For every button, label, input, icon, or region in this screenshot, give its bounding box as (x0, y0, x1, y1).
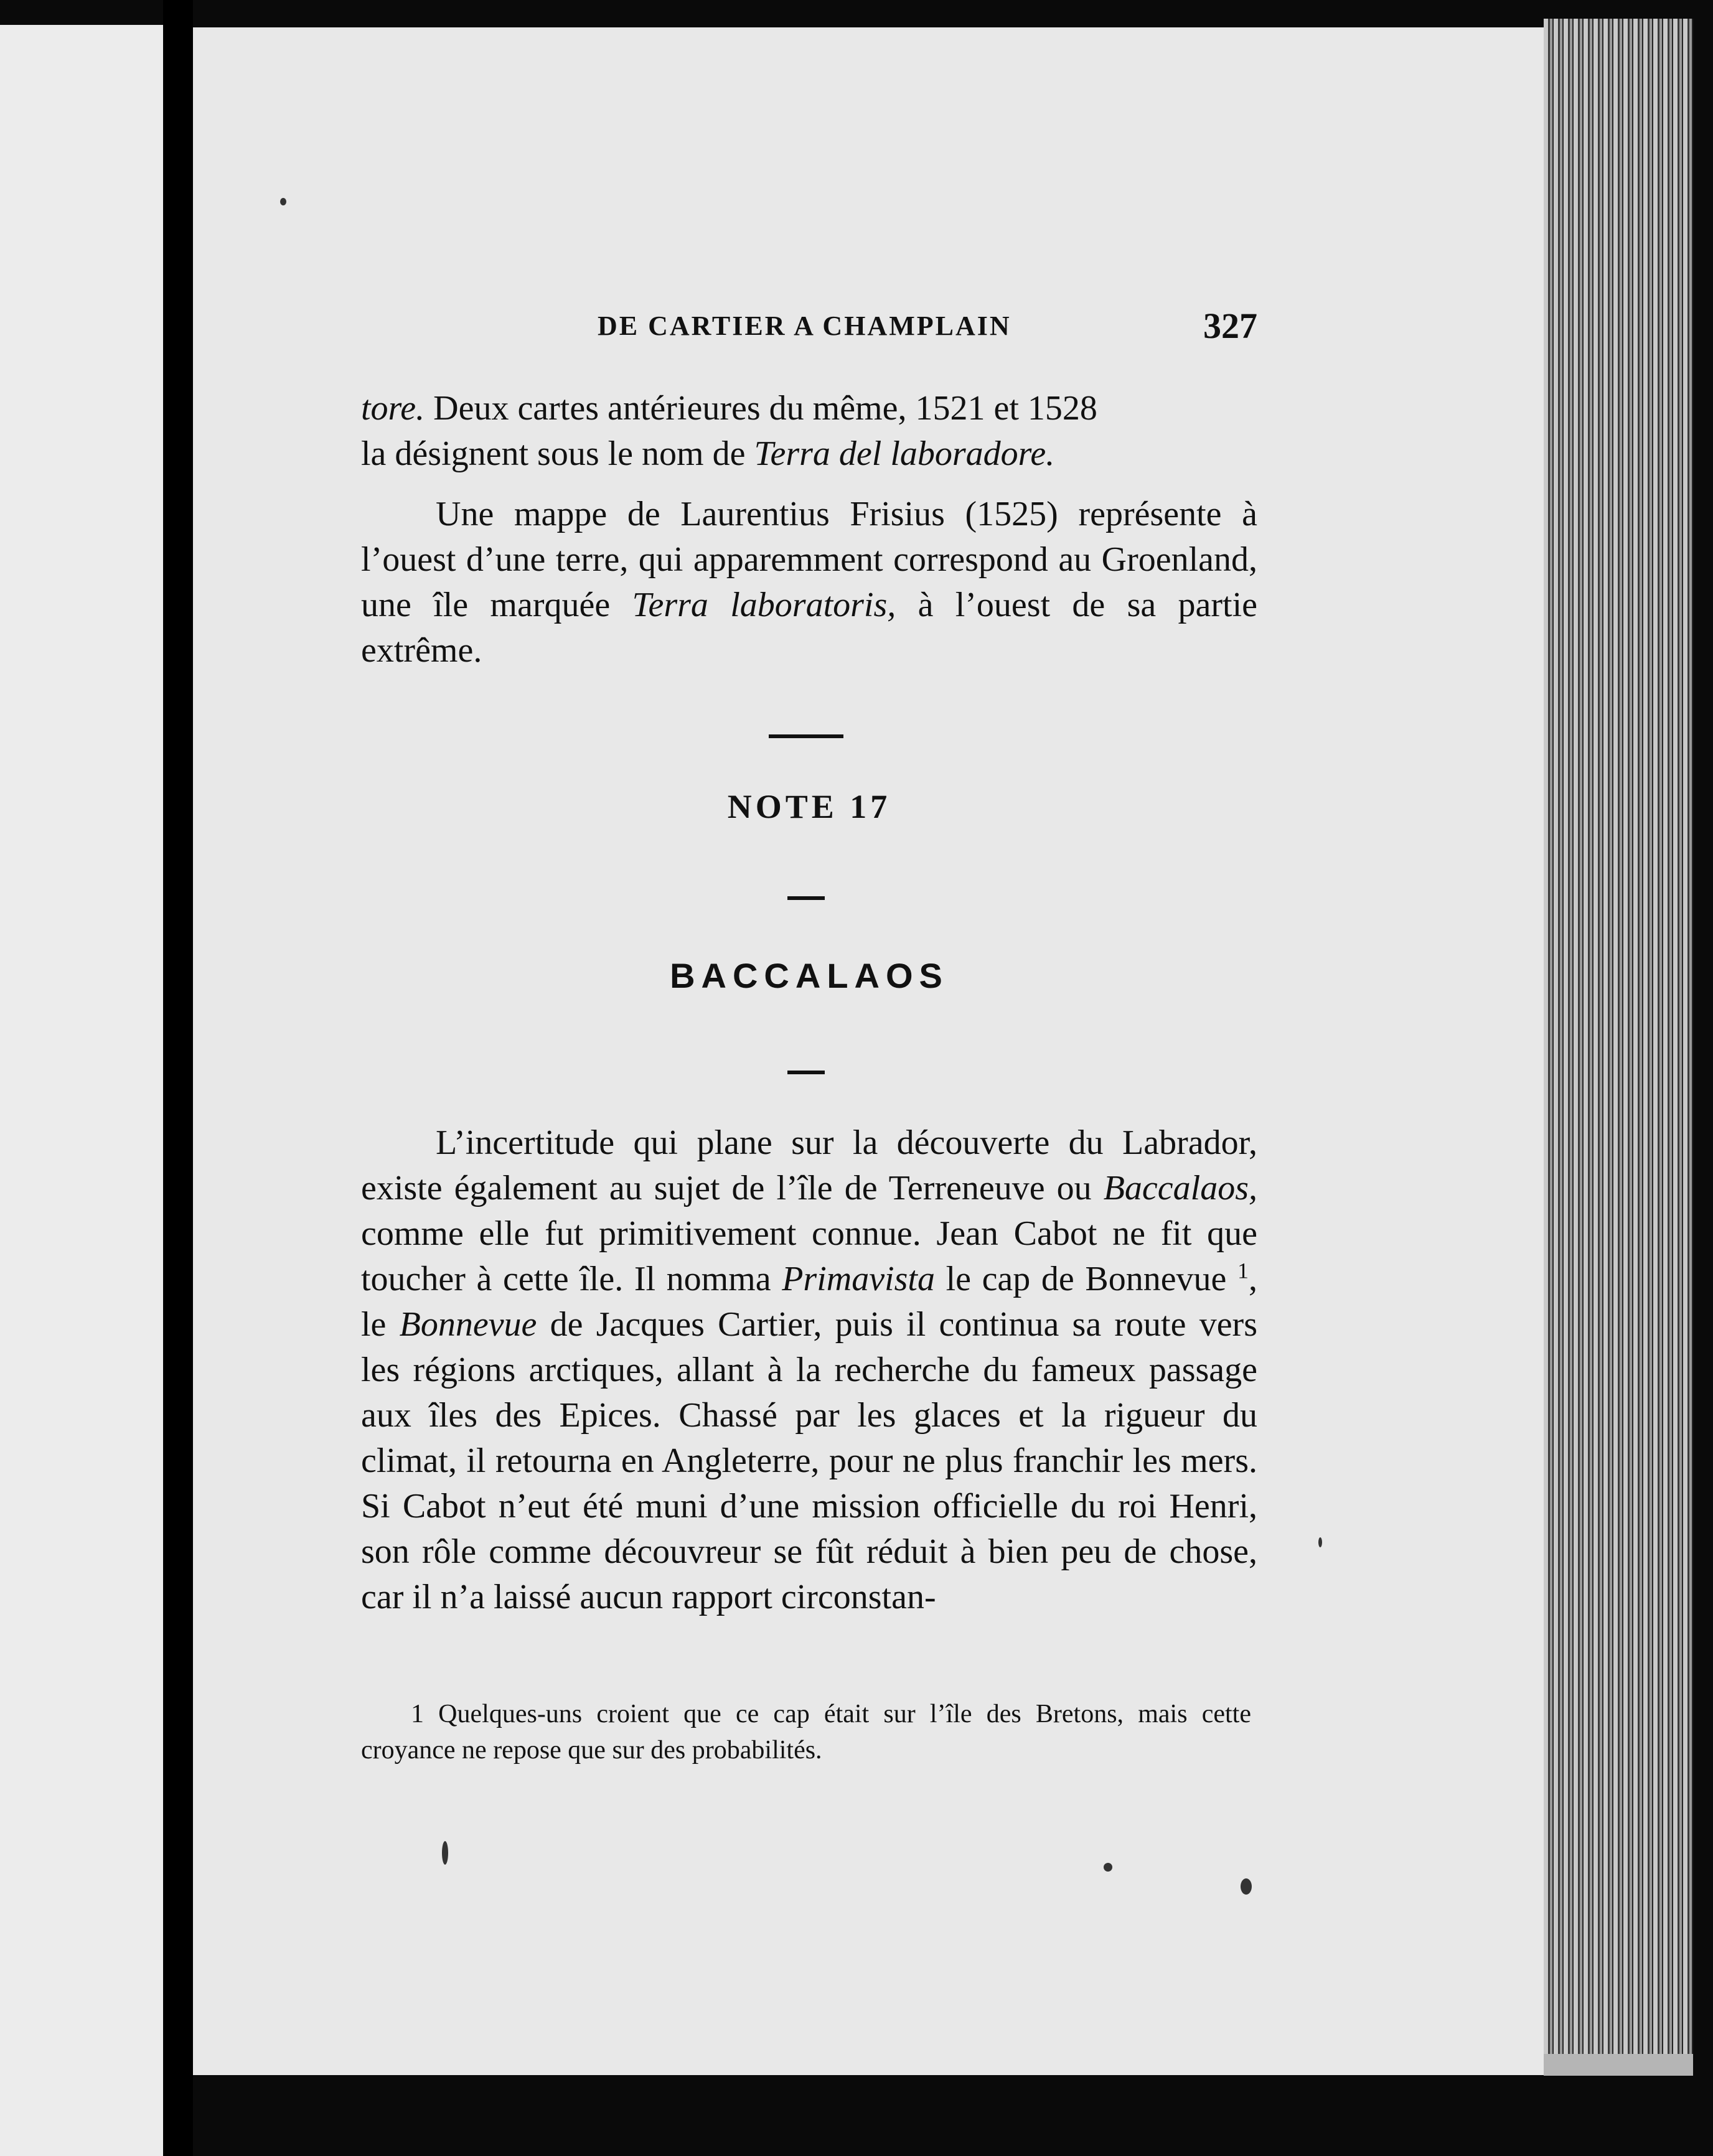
separator-rule (769, 734, 843, 738)
text-run: à l’ouest de sa partie extrême. (361, 586, 1257, 670)
footnote-marker: 1 (1237, 1258, 1249, 1283)
paper-speck (1241, 1878, 1252, 1895)
previous-page-edge (0, 25, 163, 2156)
italic-text: Bonnevue (399, 1305, 537, 1344)
italic-text: Terra del laboradore. (754, 434, 1055, 473)
text-run: de Jacques Cartier, puis il continua sa route vers les régions arctiques, allant à la recherche du fameux passage aux îles des Epices. Chassé par les glaces et la rigueur du climat, il retourna en Angleterre, pour ne plus franchir les mers. Si Cabot n’eut été muni d’une mission officielle du roi Henri, son rôle comme découvreur se fût réduit à bien peu de chose, car il n’a laissé aucun rapport circonstan- (361, 1305, 1257, 1616)
paper-speck (1104, 1863, 1112, 1872)
note-title: NOTE 17 (727, 788, 891, 825)
running-head (411, 306, 1257, 354)
paper-speck (442, 1841, 448, 1865)
page-number: 327 (1203, 306, 1257, 346)
text-run: Deux cartes antérieures du même, 1521 et 1528 (425, 389, 1097, 428)
text-run: la désignent sous le nom de (361, 434, 754, 473)
italic-text: Baccalaos, (1103, 1169, 1257, 1207)
short-rule (787, 1071, 825, 1074)
text-run: Une mappe de Laurentius Frisius (1525) représente à l’ouest d’une terre, qui apparemment correspond au Groenland, une île marquée (361, 495, 1257, 624)
italic-text: Primavista (782, 1260, 935, 1298)
page-stack-bottom (1544, 2054, 1693, 2076)
section-heading: BACCALAOS (670, 956, 949, 995)
text-run: , le (361, 1260, 1258, 1344)
paragraph-continued (361, 386, 1257, 477)
text-run: le cap de Bonnevue (934, 1260, 1238, 1298)
paragraph-baccalaos (361, 1120, 1257, 1620)
text-run: comme elle fut primitivement connue. Jean Cabot ne fit que toucher à cette île. Il nomma (361, 1214, 1257, 1298)
book-gutter (163, 0, 193, 2156)
paragraph-frisius (361, 492, 1257, 673)
short-rule (787, 896, 825, 900)
text-run: L’incertitude qui plane sur la découverte du Labrador, existe également au sujet de l’île de Terreneuve ou (361, 1123, 1257, 1207)
page-stack-edges (1544, 19, 1693, 2076)
running-head-title: DE CARTIER A CHAMPLAIN (598, 311, 1011, 341)
italic-text: Terra laboratoris, (632, 586, 896, 624)
footnote (361, 1696, 1251, 1768)
paper-speck (280, 198, 286, 205)
paper-speck (1318, 1537, 1322, 1547)
footnote-text: 1 Quelques-uns croient que ce cap était sur l’île des Bretons, mais cette croyance ne repose que sur des probabilités. (361, 1700, 1251, 1765)
italic-text: tore. (361, 389, 425, 428)
